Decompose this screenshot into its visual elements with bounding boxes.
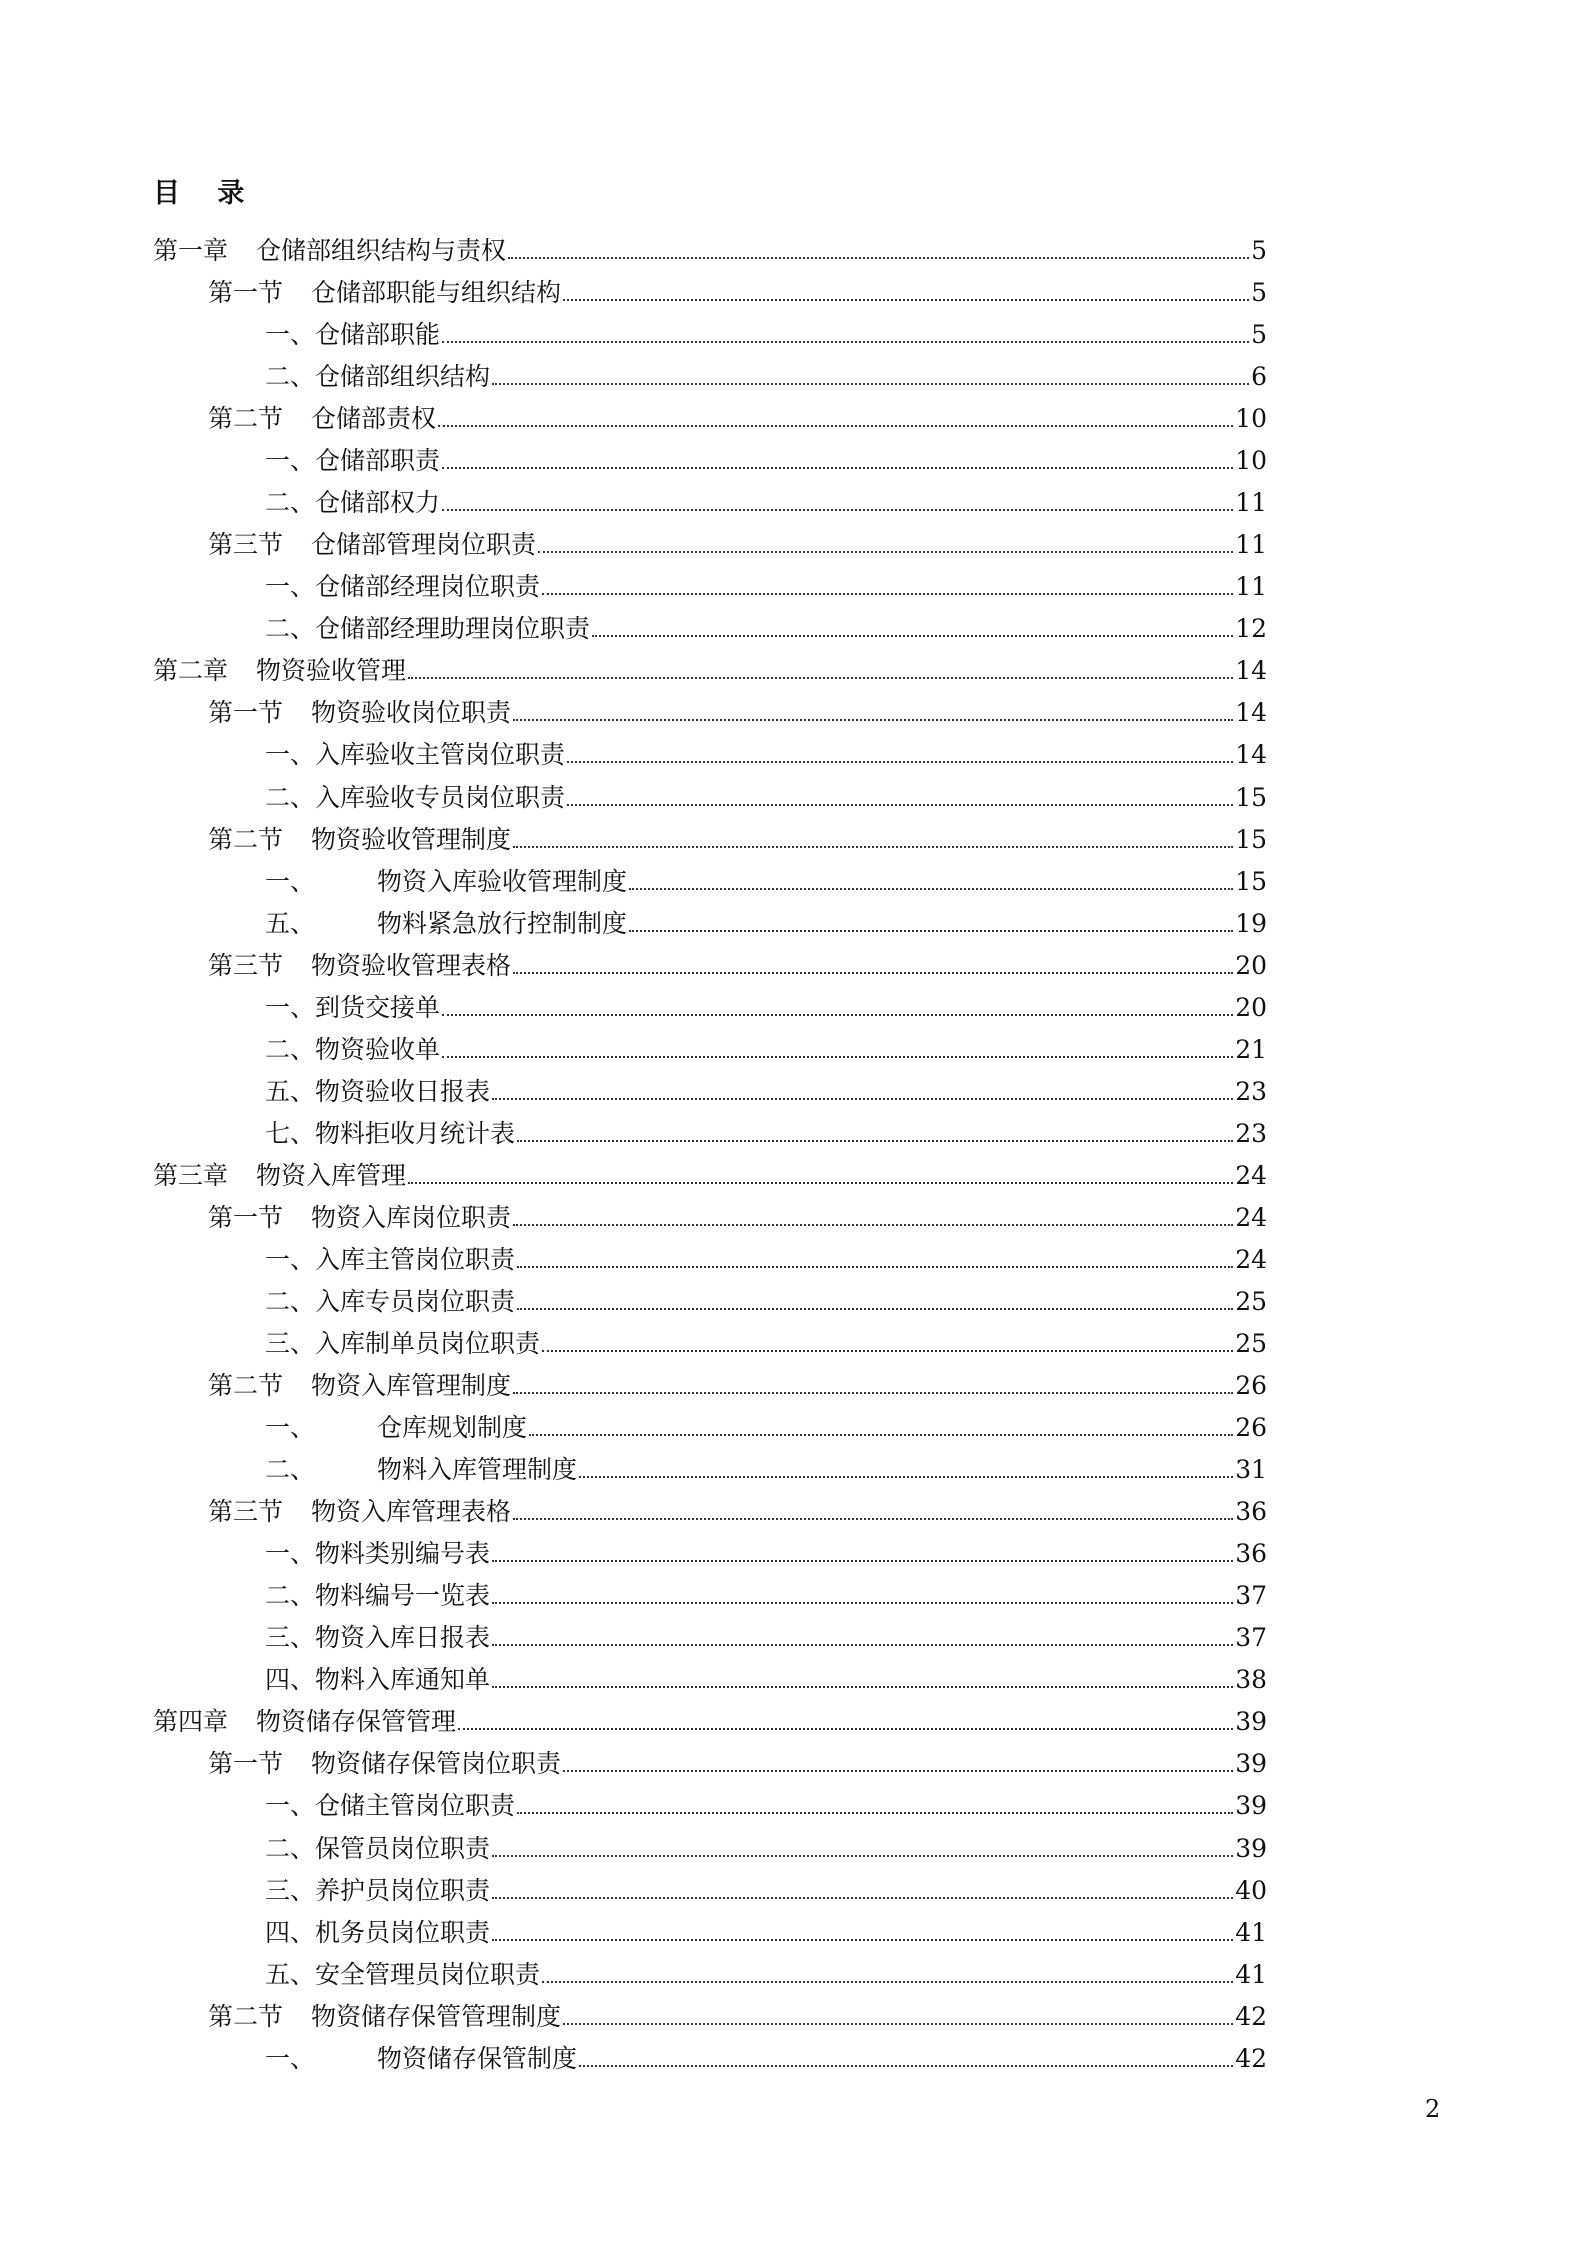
toc-entry-title: 到货交接单 xyxy=(315,993,441,1022)
toc-leader-dots xyxy=(442,509,1233,511)
toc-leader-dots xyxy=(563,2023,1233,2025)
toc-leader-dots xyxy=(563,1770,1233,1772)
toc-entry-label: 一、 xyxy=(265,1539,316,1568)
toc-leader-dots xyxy=(513,972,1233,974)
toc-entry[interactable] xyxy=(208,522,1267,562)
toc-leader-dots xyxy=(592,635,1233,637)
toc-entry-title: 仓储部职能与组织结构 xyxy=(311,278,562,307)
toc-leader-dots xyxy=(492,1897,1233,1899)
toc-entry-label: 第一节 xyxy=(208,1749,284,1778)
toc-entry-page: 26 xyxy=(1235,1413,1267,1442)
toc-entry-label: 二、 xyxy=(265,1581,316,1610)
toc-entry-label: 四、 xyxy=(265,1918,316,1947)
toc-leader-dots xyxy=(458,1728,1233,1730)
toc-entry-title: 仓储部组织结构与责权 xyxy=(256,236,507,265)
toc-entry[interactable] xyxy=(265,480,1267,520)
toc-entry-page: 39 xyxy=(1235,1834,1267,1863)
toc-entry-label: 第一节 xyxy=(208,278,284,307)
toc-entry-title: 保管员岗位职责 xyxy=(315,1834,491,1863)
toc-entry-page: 14 xyxy=(1235,656,1267,685)
toc-entry-title: 仓储部权力 xyxy=(315,488,441,517)
toc-entry-title: 养护员岗位职责 xyxy=(315,1876,491,1905)
toc-entry-page: 23 xyxy=(1235,1077,1267,1106)
toc-entry[interactable] xyxy=(208,943,1267,983)
toc-entry-page: 11 xyxy=(1235,488,1267,517)
toc-entry[interactable] xyxy=(265,985,1267,1025)
toc-entry-label: 五、 xyxy=(265,1960,316,1989)
toc-entry-title: 物资入库管理 xyxy=(256,1161,407,1190)
toc-entry-label: 第一节 xyxy=(208,698,284,727)
toc-entry[interactable] xyxy=(265,1447,1267,1487)
toc-entry-page: 5 xyxy=(1251,236,1267,265)
toc-entry-label: 第一章 xyxy=(153,236,229,265)
toc-entry-label: 四、 xyxy=(265,1665,316,1694)
toc-leader-dots xyxy=(492,1560,1233,1562)
toc-leader-dots xyxy=(442,1014,1233,1016)
toc-leader-dots xyxy=(513,1518,1233,1520)
toc-entry[interactable] xyxy=(265,1573,1267,1613)
toc-entry[interactable] xyxy=(265,859,1267,899)
toc-entry-label: 一、 xyxy=(265,572,316,601)
toc-entry-page: 20 xyxy=(1235,951,1267,980)
toc-entry-title: 物资验收管理 xyxy=(256,656,407,685)
toc-entry[interactable] xyxy=(265,775,1267,815)
toc-leader-dots xyxy=(538,551,1233,553)
toc-entry-page: 14 xyxy=(1235,698,1267,727)
toc-leader-dots xyxy=(442,341,1249,343)
toc-entry-label: 一、 xyxy=(265,740,316,769)
toc-leader-dots xyxy=(517,1812,1233,1814)
toc-entry[interactable] xyxy=(265,1868,1267,1908)
toc-leader-dots xyxy=(513,1224,1233,1226)
toc-entry-page: 41 xyxy=(1235,1960,1267,1989)
toc-entry-page: 5 xyxy=(1251,320,1267,349)
toc-entry-title: 仓储部经理岗位职责 xyxy=(315,572,541,601)
toc-entry-title: 仓储部职能 xyxy=(315,320,441,349)
toc-entry[interactable] xyxy=(208,1363,1267,1403)
toc-entry[interactable] xyxy=(265,1952,1267,1992)
toc-entry[interactable] xyxy=(208,817,1267,857)
toc-leader-dots xyxy=(517,1308,1233,1310)
toc-entry-page: 37 xyxy=(1235,1623,1267,1652)
toc-entry[interactable] xyxy=(265,2036,1267,2076)
toc-leader-dots xyxy=(492,383,1249,385)
toc-entry-page: 10 xyxy=(1235,446,1267,475)
toc-entry-label: 第三节 xyxy=(208,530,284,559)
toc-entry[interactable] xyxy=(265,1531,1267,1571)
toc-leader-dots xyxy=(567,761,1233,763)
toc-entry[interactable] xyxy=(265,606,1267,646)
toc-entry-label: 五、 xyxy=(265,909,316,938)
toc-leader-dots xyxy=(408,677,1233,679)
toc-entry[interactable] xyxy=(265,1615,1267,1655)
toc-leader-dots xyxy=(408,1182,1233,1184)
toc-entry[interactable] xyxy=(153,228,1267,268)
toc-leader-dots xyxy=(492,1855,1233,1857)
toc-entry-title: 物资入库验收管理制度 xyxy=(377,867,628,896)
toc-entry[interactable] xyxy=(265,438,1267,478)
toc-entry-label: 第二节 xyxy=(208,1371,284,1400)
toc-title: 目 录 xyxy=(153,178,259,209)
toc-leader-dots xyxy=(438,425,1233,427)
toc-leader-dots xyxy=(492,1686,1233,1688)
toc-entry-label: 二、 xyxy=(265,1287,316,1316)
toc-entry-page: 24 xyxy=(1235,1203,1267,1232)
toc-entry[interactable] xyxy=(265,1826,1267,1866)
toc-entry[interactable] xyxy=(265,354,1267,394)
toc-entry-page: 36 xyxy=(1235,1539,1267,1568)
toc-entry-label: 三、 xyxy=(265,1329,316,1358)
toc-leader-dots xyxy=(508,257,1249,259)
toc-entry-title: 安全管理员岗位职责 xyxy=(315,1960,541,1989)
toc-entry[interactable] xyxy=(208,1994,1267,2034)
toc-entry-label: 第一节 xyxy=(208,1203,284,1232)
toc-entry-title: 仓储部职责 xyxy=(315,446,441,475)
toc-entry-page: 36 xyxy=(1235,1497,1267,1526)
toc-entry-page: 25 xyxy=(1235,1287,1267,1316)
toc-entry-page: 39 xyxy=(1235,1749,1267,1778)
toc-entry-label: 第四章 xyxy=(153,1707,229,1736)
toc-entry-title: 入库验收主管岗位职责 xyxy=(315,740,566,769)
toc-entry-page: 42 xyxy=(1235,2044,1267,2073)
toc-entry[interactable] xyxy=(265,901,1267,941)
toc-entry-page: 20 xyxy=(1235,993,1267,1022)
toc-entry-label: 二、 xyxy=(265,362,316,391)
toc-entry-label: 第二节 xyxy=(208,2002,284,2031)
toc-entry-page: 24 xyxy=(1235,1161,1267,1190)
toc-leader-dots xyxy=(492,1602,1233,1604)
toc-entry[interactable] xyxy=(208,396,1267,436)
toc-entry[interactable] xyxy=(153,648,1267,688)
toc-entry[interactable] xyxy=(265,312,1267,352)
toc-leader-dots xyxy=(629,930,1233,932)
toc-entry[interactable] xyxy=(265,1657,1267,1697)
toc-leader-dots xyxy=(492,1098,1233,1100)
toc-entry-label: 第二节 xyxy=(208,825,284,854)
toc-entry-page: 10 xyxy=(1235,404,1267,433)
toc-leader-dots xyxy=(629,888,1233,890)
toc-entry-page: 11 xyxy=(1235,572,1267,601)
toc-entry-title: 物资储存保管岗位职责 xyxy=(311,1749,562,1778)
toc-entry-title: 物资入库管理表格 xyxy=(311,1497,512,1526)
toc-entry-page: 31 xyxy=(1235,1455,1267,1484)
toc-entry-title: 仓库规划制度 xyxy=(377,1413,528,1442)
toc-leader-dots xyxy=(579,1476,1233,1478)
toc-entry-title: 物料入库管理制度 xyxy=(377,1455,578,1484)
toc-entry-page: 19 xyxy=(1235,909,1267,938)
toc-entry-title: 物资储存保管制度 xyxy=(377,2044,578,2073)
toc-entry-title: 物资验收管理表格 xyxy=(311,951,512,980)
toc-leader-dots xyxy=(529,1434,1233,1436)
toc-entry-label: 二、 xyxy=(265,1834,316,1863)
toc-entry-label: 三、 xyxy=(265,1876,316,1905)
toc-leader-dots xyxy=(542,593,1233,595)
toc-entry-label: 第三章 xyxy=(153,1161,229,1190)
toc-entry[interactable] xyxy=(208,1195,1267,1235)
toc-entry-page: 15 xyxy=(1235,783,1267,812)
toc-entry-title: 仓储部组织结构 xyxy=(315,362,491,391)
toc-entry-label: 二、 xyxy=(265,614,316,643)
toc-entry-label: 一、 xyxy=(265,320,316,349)
toc-entry-page: 23 xyxy=(1235,1119,1267,1148)
toc-entry-label: 一、 xyxy=(265,1791,316,1820)
toc-entry-title: 物资入库日报表 xyxy=(315,1623,491,1652)
toc-entry[interactable] xyxy=(153,1699,1267,1739)
toc-entry-label: 二、 xyxy=(265,783,316,812)
toc-entry-title: 机务员岗位职责 xyxy=(315,1918,491,1947)
toc-entry[interactable] xyxy=(265,732,1267,772)
toc-entry-label: 第二节 xyxy=(208,404,284,433)
toc-entry-title: 物资储存保管管理 xyxy=(256,1707,457,1736)
toc-entry-page: 42 xyxy=(1235,2002,1267,2031)
toc-entry-title: 物料拒收月统计表 xyxy=(315,1119,516,1148)
toc-entry[interactable] xyxy=(265,1069,1267,1109)
toc-entry-title: 物料入库通知单 xyxy=(315,1665,491,1694)
toc-entry[interactable] xyxy=(208,270,1267,310)
toc-entry[interactable] xyxy=(208,690,1267,730)
toc-leader-dots xyxy=(442,467,1233,469)
toc-entry-page: 26 xyxy=(1235,1371,1267,1400)
toc-entry-title: 物资验收管理制度 xyxy=(311,825,512,854)
toc-entry-title: 物资验收单 xyxy=(315,1035,441,1064)
toc-entry-label: 七、 xyxy=(265,1119,316,1148)
toc-leader-dots xyxy=(567,804,1233,806)
toc-entry-page: 14 xyxy=(1235,740,1267,769)
toc-entry-title: 物资储存保管管理制度 xyxy=(311,2002,562,2031)
toc-entry-page: 21 xyxy=(1235,1035,1267,1064)
toc-leader-dots xyxy=(563,299,1249,301)
toc-entry-page: 24 xyxy=(1235,1245,1267,1274)
toc-entry-label: 二、 xyxy=(265,1455,316,1484)
toc-entry[interactable] xyxy=(265,564,1267,604)
toc-entry-label: 一、 xyxy=(265,1413,316,1442)
toc-entry-page: 6 xyxy=(1251,362,1267,391)
toc-entry[interactable] xyxy=(265,1279,1267,1319)
toc-leader-dots xyxy=(492,1939,1233,1941)
toc-leader-dots xyxy=(513,719,1233,721)
toc-entry[interactable] xyxy=(265,1111,1267,1151)
toc-entry-page: 41 xyxy=(1235,1918,1267,1947)
toc-entry[interactable] xyxy=(265,1237,1267,1277)
toc-entry[interactable] xyxy=(265,1910,1267,1950)
toc-entry-page: 40 xyxy=(1235,1876,1267,1905)
toc-entry[interactable] xyxy=(208,1489,1267,1529)
toc-entry[interactable] xyxy=(208,1741,1267,1781)
toc-entry-title: 仓储部责权 xyxy=(311,404,437,433)
toc-entry-title: 物资入库岗位职责 xyxy=(311,1203,512,1232)
toc-leader-dots xyxy=(517,1140,1233,1142)
toc-entry-title: 物资验收岗位职责 xyxy=(311,698,512,727)
toc-entry-page: 39 xyxy=(1235,1707,1267,1736)
toc-entry[interactable] xyxy=(265,1405,1267,1445)
toc-leader-dots xyxy=(492,1644,1233,1646)
toc-entry-page: 15 xyxy=(1235,825,1267,854)
toc-entry-title: 物料编号一览表 xyxy=(315,1581,491,1610)
toc-entry-title: 入库制单员岗位职责 xyxy=(315,1329,541,1358)
toc-entry-label: 一、 xyxy=(265,446,316,475)
toc-leader-dots xyxy=(513,846,1233,848)
toc-entry[interactable] xyxy=(265,1321,1267,1361)
toc-entry-title: 仓储主管岗位职责 xyxy=(315,1791,516,1820)
toc-entry-label: 第三节 xyxy=(208,1497,284,1526)
toc-entry-label: 三、 xyxy=(265,1623,316,1652)
toc-entry-title: 物资入库管理制度 xyxy=(311,1371,512,1400)
toc-leader-dots xyxy=(542,1350,1233,1352)
toc-entry-title: 入库主管岗位职责 xyxy=(315,1245,516,1274)
toc-entry-label: 第三节 xyxy=(208,951,284,980)
toc-entry-page: 5 xyxy=(1251,278,1267,307)
toc-entry[interactable] xyxy=(153,1153,1267,1193)
toc-entry-label: 一、 xyxy=(265,993,316,1022)
toc-entry-page: 37 xyxy=(1235,1581,1267,1610)
toc-leader-dots xyxy=(579,2065,1233,2067)
page-number: 2 xyxy=(1425,2095,1441,2123)
toc-entry-title: 物料类别编号表 xyxy=(315,1539,491,1568)
toc-entry[interactable] xyxy=(265,1027,1267,1067)
toc-entry-title: 入库验收专员岗位职责 xyxy=(315,783,566,812)
toc-entry-label: 二、 xyxy=(265,488,316,517)
toc-entry-label: 第二章 xyxy=(153,656,229,685)
toc-leader-dots xyxy=(517,1266,1233,1268)
toc-entry-title: 仓储部管理岗位职责 xyxy=(311,530,537,559)
toc-entry-title: 物资验收日报表 xyxy=(315,1077,491,1106)
toc-leader-dots xyxy=(442,1056,1233,1058)
toc-entry-page: 39 xyxy=(1235,1791,1267,1820)
toc-entry-title: 入库专员岗位职责 xyxy=(315,1287,516,1316)
toc-entry-page: 12 xyxy=(1235,614,1267,643)
toc-entry[interactable] xyxy=(265,1783,1267,1823)
toc-entry-label: 二、 xyxy=(265,1035,316,1064)
toc-entry-label: 一、 xyxy=(265,2044,316,2073)
toc-entry-page: 38 xyxy=(1235,1665,1267,1694)
toc-entry-title: 仓储部经理助理岗位职责 xyxy=(315,614,591,643)
toc-entry-page: 15 xyxy=(1235,867,1267,896)
toc-entry-label: 一、 xyxy=(265,1245,316,1274)
toc-entry-label: 五、 xyxy=(265,1077,316,1106)
toc-leader-dots xyxy=(513,1392,1233,1394)
toc-leader-dots xyxy=(542,1981,1233,1983)
toc-entry-page: 25 xyxy=(1235,1329,1267,1358)
toc-entry-title: 物料紧急放行控制制度 xyxy=(377,909,628,938)
toc-entry-label: 一、 xyxy=(265,867,316,896)
toc-entry-page: 11 xyxy=(1235,530,1267,559)
